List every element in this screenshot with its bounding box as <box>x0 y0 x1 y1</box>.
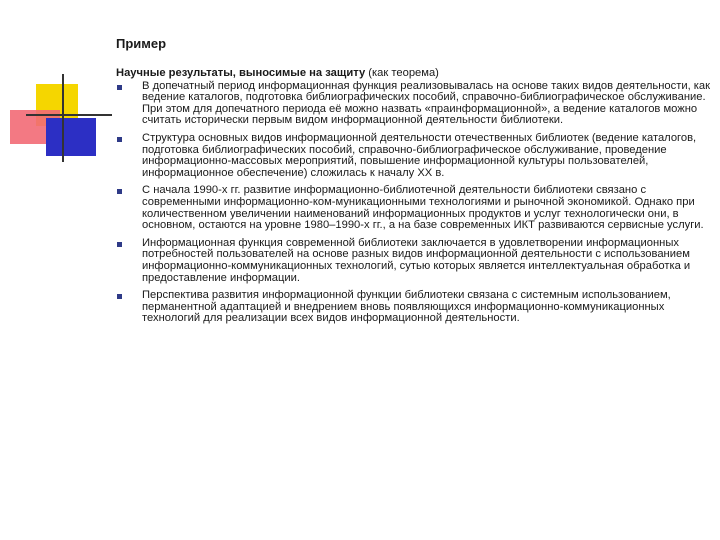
ornament-blue-square <box>46 118 96 156</box>
page-title: Пример <box>116 36 167 51</box>
slide-content <box>116 68 712 331</box>
ornament-horizontal-line <box>26 114 112 116</box>
list-item-text: Структура основных видов информационной деятельности отечественных библиотек (ведение каталогов, подготовка библиографических пособий, справочно-библиографическое обслуживание, проведение информационно-массовых мероприятий, повышение информационной культуры пользователей, информационное обеспечение) сложилась к началу XX в. <box>142 131 697 179</box>
square-bullet-icon <box>117 189 122 194</box>
square-bullet-icon <box>117 85 122 90</box>
square-bullet-icon <box>117 242 122 247</box>
section-heading-bold: Научные результаты, выносимые на защиту <box>116 67 366 79</box>
list-item <box>116 290 712 325</box>
square-bullet-icon <box>117 294 122 299</box>
square-bullet-icon <box>117 137 122 142</box>
list-item <box>116 185 712 231</box>
section-heading-note: (как теорема) <box>365 67 439 79</box>
ornament-vertical-line <box>62 74 64 162</box>
section-heading <box>116 68 712 80</box>
list-item-text: С начала 1990-х гг. развитие информационно-библиотечной деятельности библиотеки связано с современными информационно-ком-муникационными технологиями и рыночной экономикой. Однако при количественном увеличении наименований информационных продуктов и услуг технологически они, в основном, остаются на уровне 1980–1990-х гг., а на базе современных ИКТ развиваются сервисные услуги. <box>142 184 704 232</box>
bullet-list <box>116 81 712 325</box>
decorative-ornament <box>0 0 110 170</box>
list-item-text: Перспектива развития информационной функции библиотеки связана с системным использованием, перманентной адаптацией и внедрением вновь появляющихся информационно-коммуникационных технологий для реализации всех видов информационной деятельности. <box>142 289 671 325</box>
list-item <box>116 238 712 284</box>
list-item <box>116 133 712 179</box>
list-item <box>116 81 712 127</box>
list-item-text: Информационная функция современной библиотеки заключается в удовлетворении информационных потребностей пользователей на основе разных видов информационной деятельности с использованием информационно-коммуникационных технологий, сутью которых является интеллектуальная обработка и предоставление информации. <box>142 236 691 284</box>
list-item-text: В допечатный период информационная функция реализовывалась на основе таких видов деятельности, как ведение каталогов, подготовка библиографических пособий, справочно-библиографическое обслуживание. При этом для допечатного периода её можно назвать «праинформационной», а ведение каталогов можно считать исторически первым видом информационной деятельности библиотеки. <box>142 79 711 127</box>
